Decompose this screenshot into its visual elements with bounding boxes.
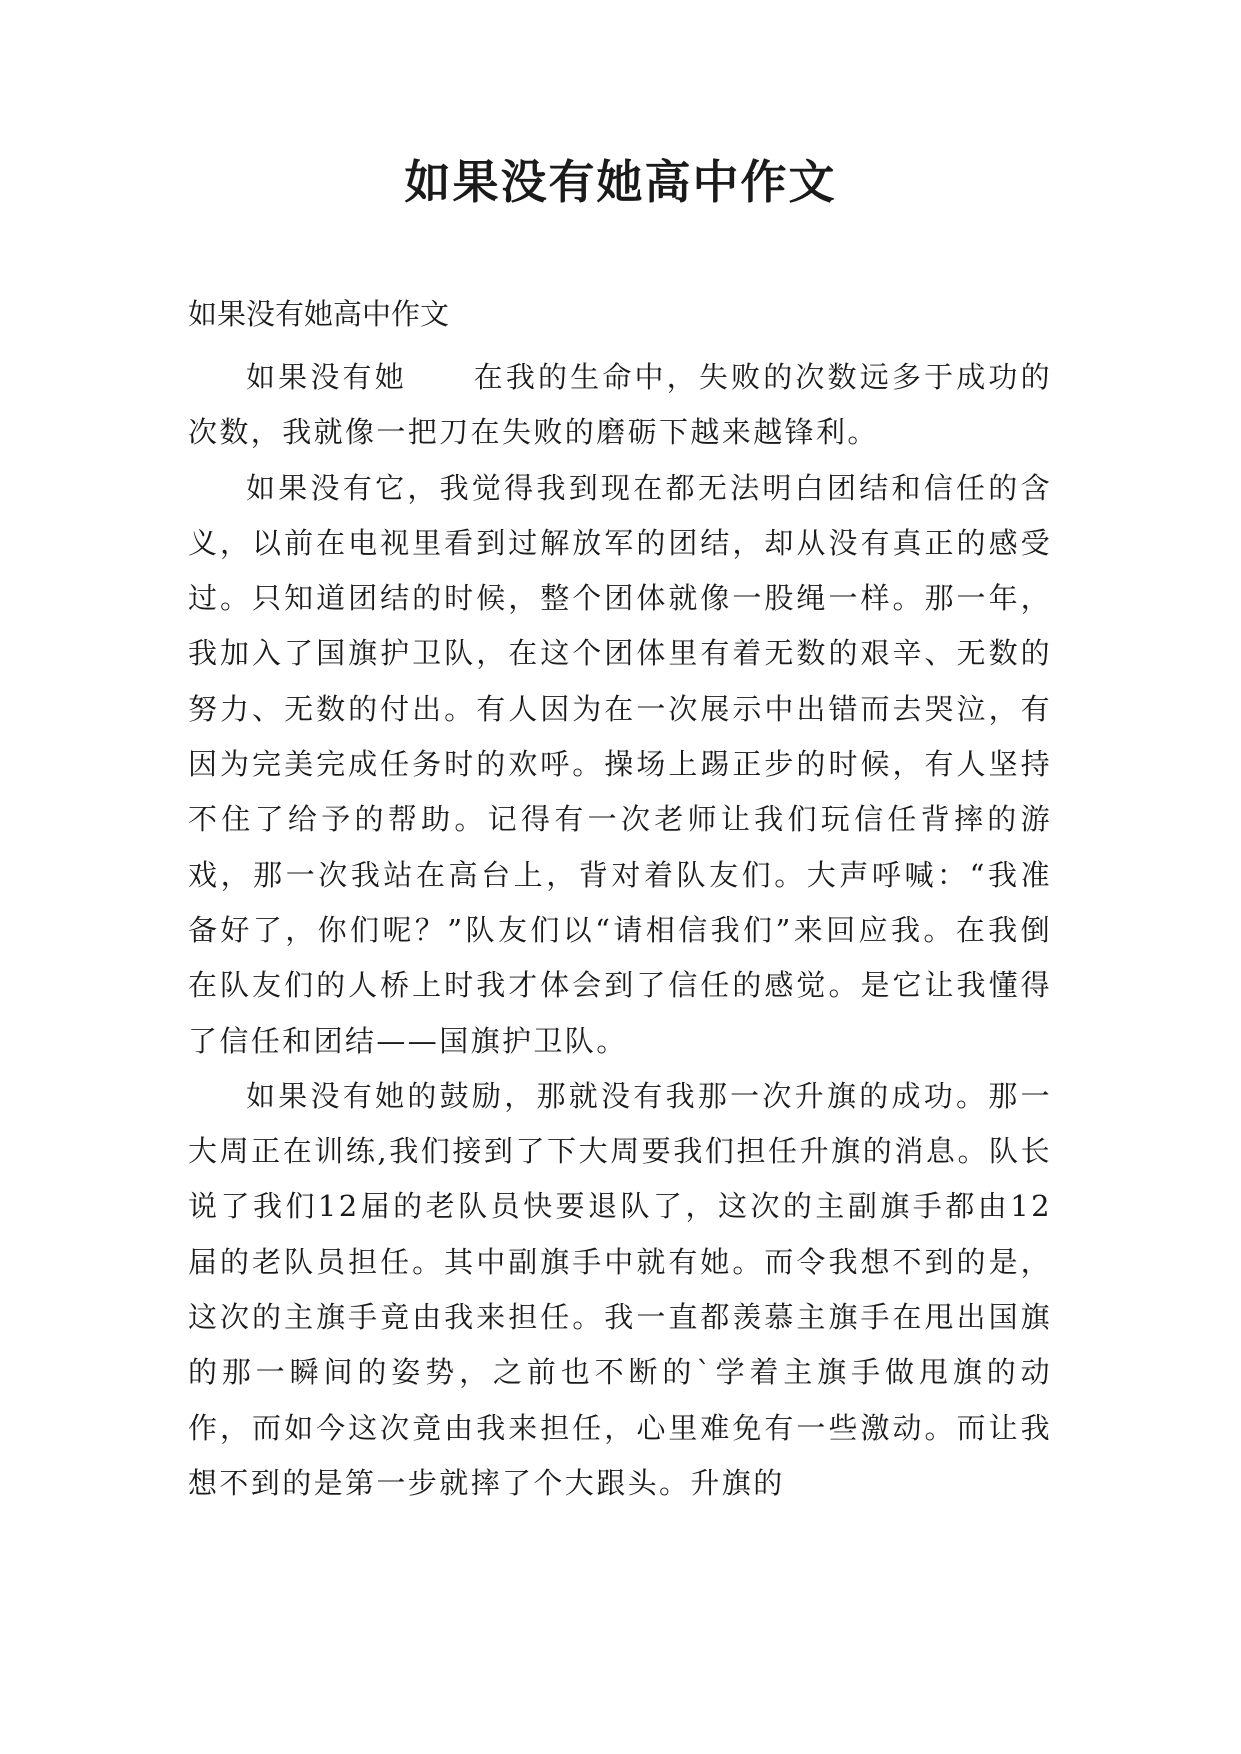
document-subtitle: 如果没有她高中作文: [188, 297, 450, 331]
paragraph-3: 如果没有她的鼓励，那就没有我那一次升旗的成功。那一大周正在训练,我们接到了下大周要我们担任升旗的消息。队长说了我们12届的老队员快要退队了，这次的主副旗手都由12届的老队员担任。其中副旗手中就有她。而令我想不到的是，这次的主旗手竟由我来担任。我一直都羡慕主旗手在甩出国旗的那一瞬间的姿势，之前也不断的`学着主旗手做甩旗的动作，而如今这次竟由我来担任，心里难免有一些激动。而让我想不到的是第一步就摔了个大跟头。升旗的: [188, 1078, 1052, 1500]
paragraph-1-lead: 如果没有她: [246, 360, 407, 394]
paragraph-1-text: 在我的生命中，失败的次数远多于成功的次数，我就像一把刀在失败的磨砺下越来越锋利。: [188, 360, 1052, 450]
document-title: 如果没有她高中作文: [404, 155, 837, 209]
document-body: [188, 350, 1052, 1511]
paragraph-1: [188, 350, 1052, 461]
paragraph-2: 如果没有它，我觉得我到现在都无法明白团结和信任的含义，以前在电视里看到过解放军的团结，却从没有真正的感受过。只知道团结的时候，整个团体就像一股绳一样。那一年，我加入了国旗护卫队，在这个团体里有着无数的艰辛、无数的努力、无数的付出。有人因为在一次展示中出错而去哭泣，有因为完美完成任务时的欢呼。操场上踢正步的时候，有人坚持不住了给予的帮助。记得有一次老师让我们玩信任背摔的游戏，那一次我站在高台上，背对着队友们。大声呼喊：“我准备好了，你们呢？”队友们以“请相信我们”来回应我。在我倒在队友们的人桥上时我才体会到了信任的感觉。是它让我懂得了信任和团结——国旗护卫队。: [188, 470, 1052, 1058]
